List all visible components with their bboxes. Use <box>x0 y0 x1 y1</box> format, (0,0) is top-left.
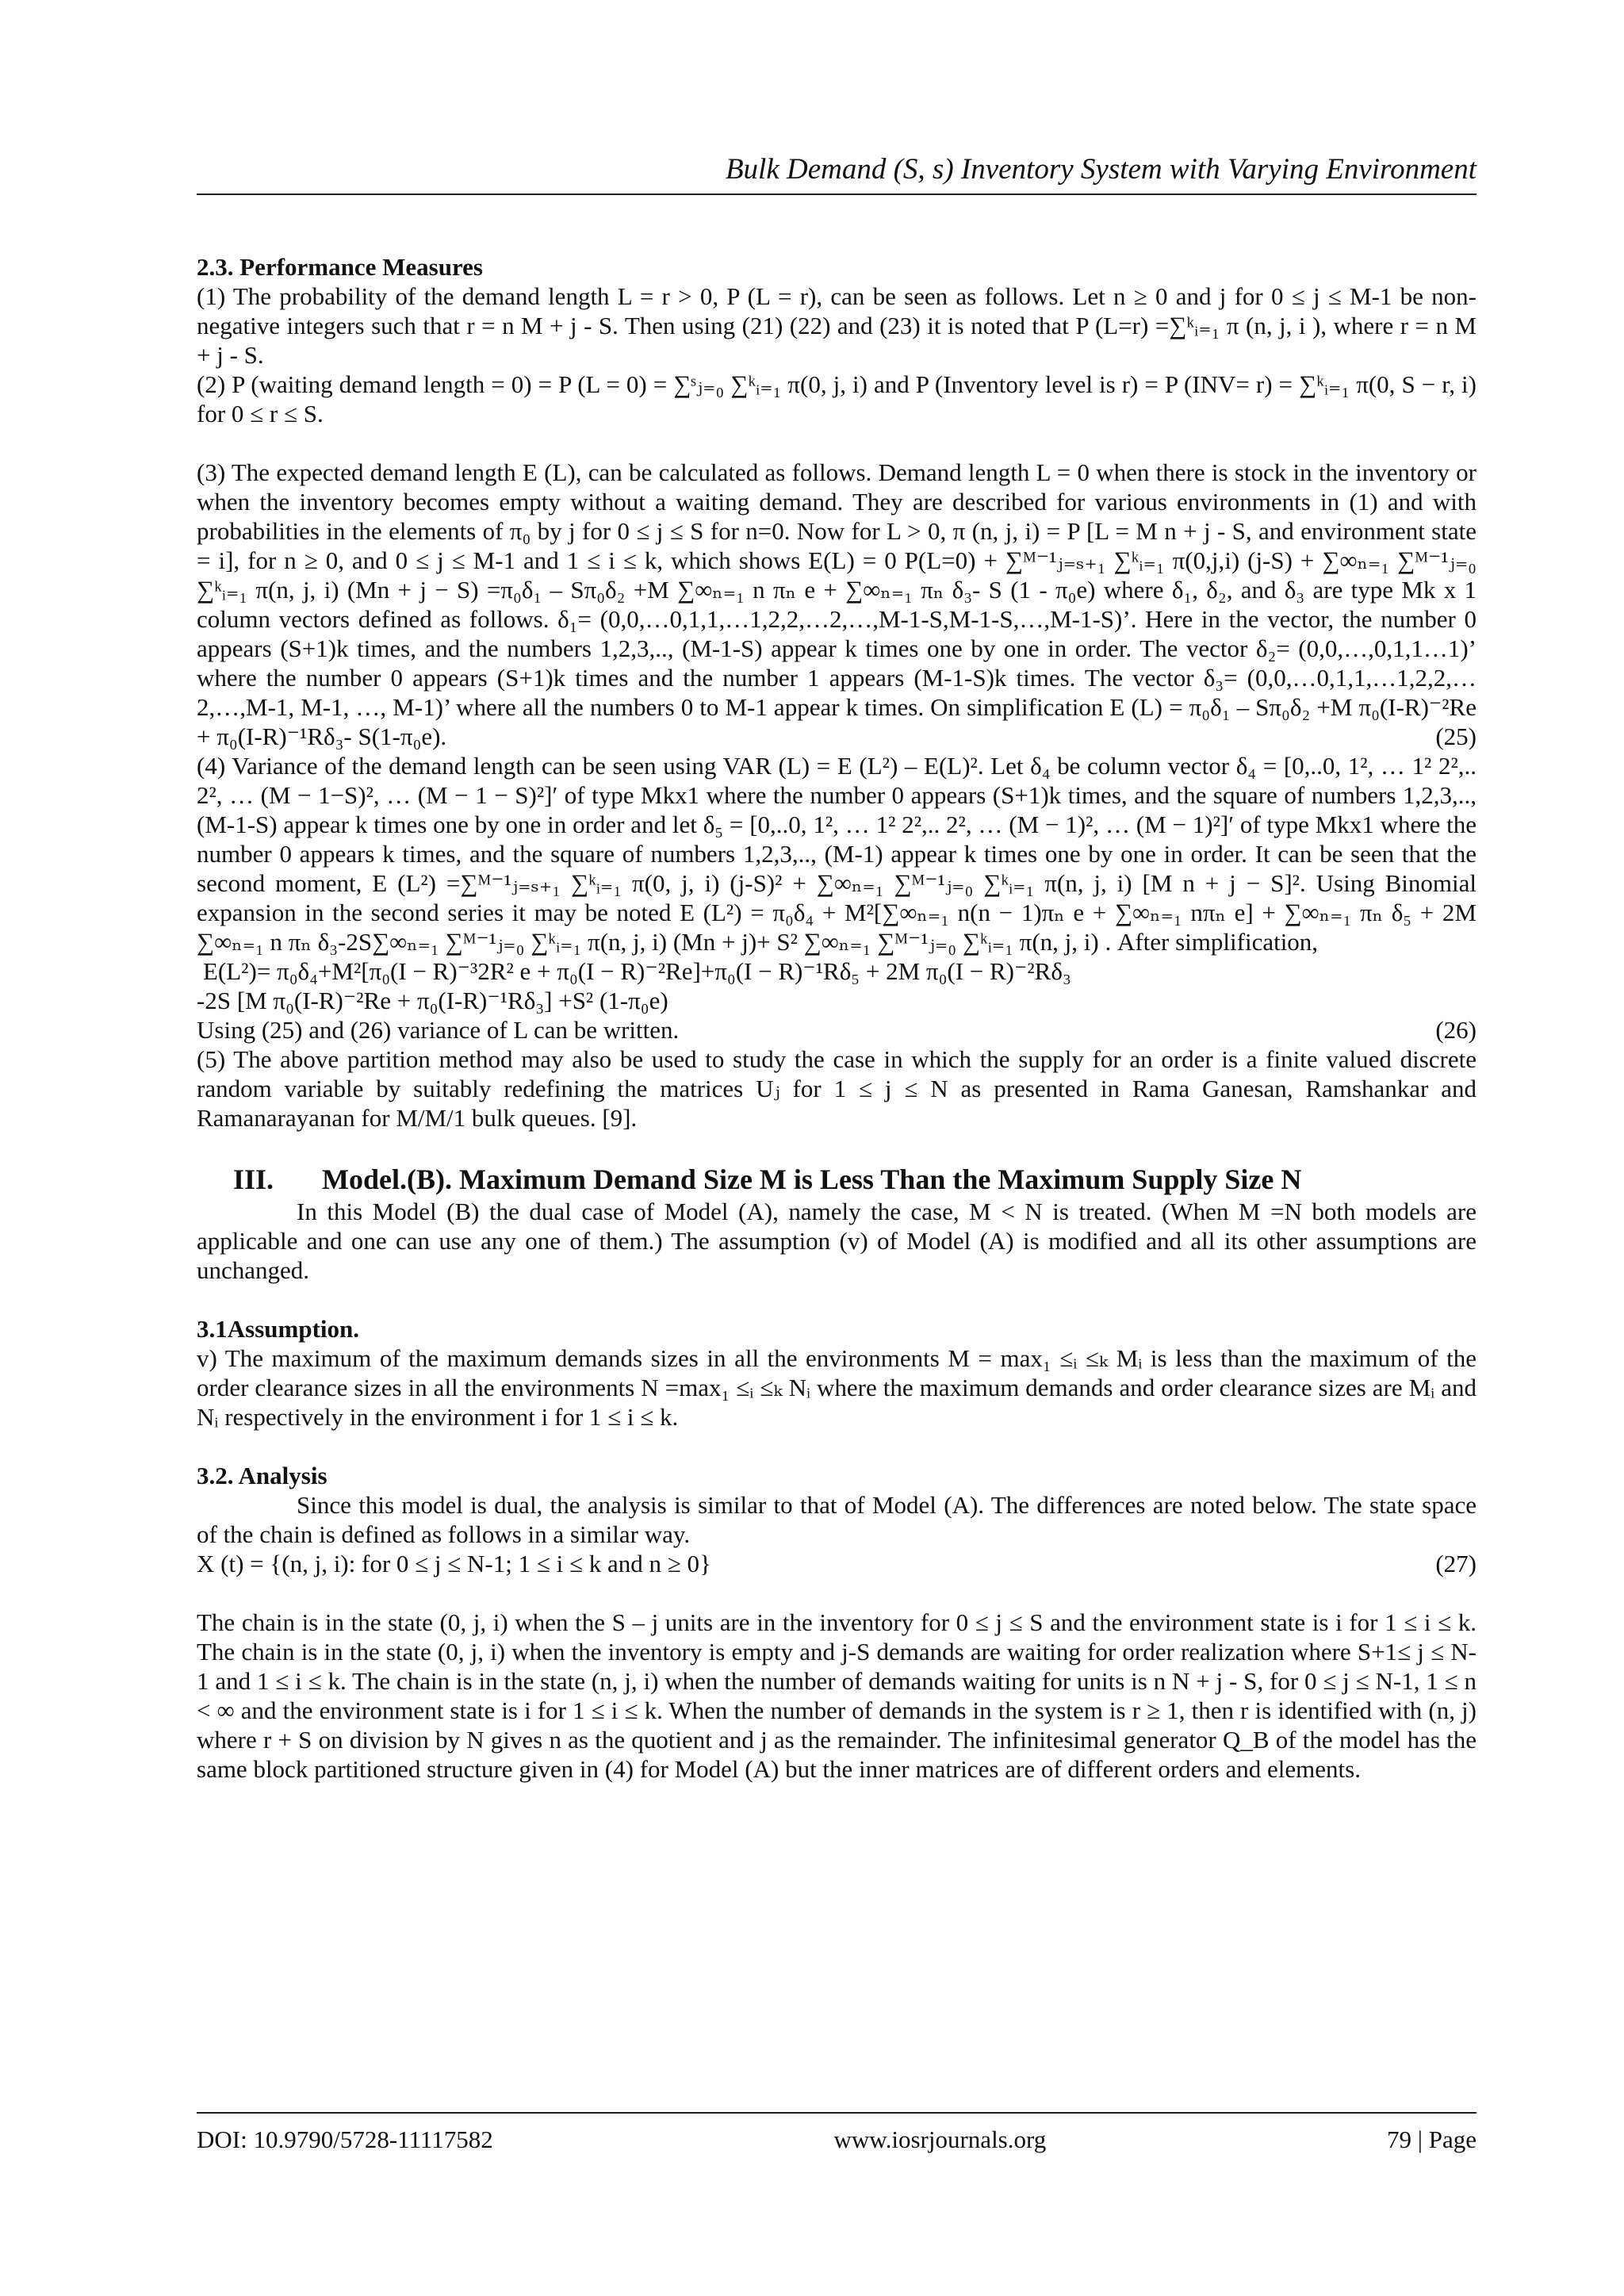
section-heading-3-2: 3.2. Analysis <box>197 1462 327 1489</box>
section-heading-3-1: 3.1Assumption. <box>197 1315 359 1343</box>
equation-26-line-2: -2S [M π₀(I-R)⁻²Re + π₀(I-R)⁻¹Rδ₃] +S² (1-π₀e) <box>197 987 668 1014</box>
page-body <box>197 252 1477 1784</box>
equation-26-line-1: E(L²)= π₀δ₄+M²[π₀(I − R)⁻³2R² e + π₀(I − R)⁻²Re]+π₀(I − R)⁻¹Rδ₅ + 2M π₀(I − R)⁻²Rδ₃ <box>203 957 1071 985</box>
paragraph-measure-3 <box>197 458 1477 751</box>
equation-27-row <box>197 1549 1477 1578</box>
footer-rule <box>197 2112 1477 2114</box>
spacer <box>197 428 1477 458</box>
equation-26-row <box>197 1015 1477 1045</box>
section-title-text: Model.(B). Maximum Demand Size M is Less Than the Maximum Supply Size N <box>322 1163 1302 1195</box>
paragraph-chain-states: The chain is in the state (0, j, i) when the S – j units are in the inventory for 0 ≤ j ≤ S and the environment state is i for 1 ≤ i ≤ k. The chain is in the state (0, j, i) when the inventory is empty and j-S demands are waiting for order realization where S+1≤ j ≤ N-1 and 1 ≤ i ≤ k. The chain is in the state (n, j, i) when the number of demands waiting for units is n N + j - S, for 0 ≤ j ≤ N-1, 1 ≤ n < ∞ and the environment state is i for 1 ≤ i ≤ k. When the number of demands in the system is r ≥ 1, then r is identified with (n, j) where r + S on division by N gives n as the quotient and j as the remainder. The infinitesimal generator Q_B of the model has the same block partitioned structure given in (4) for Model (A) but the inner matrices are of different orders and elements. <box>197 1608 1477 1783</box>
section-number: III. <box>233 1163 274 1195</box>
equation-26-caption: Using (25) and (26) variance of L can be written. <box>197 1016 680 1044</box>
paragraph-analysis: Since this model is dual, the analysis is similar to that of Model (A). The differences are noted below. The state space of the chain is defined as follows in a similar way. <box>197 1491 1477 1548</box>
spacer <box>197 1432 1477 1461</box>
equation-number-27: (27) <box>1435 1550 1477 1577</box>
equation-number-25: (25) <box>1435 723 1477 750</box>
footer-page-number: 79 | Page <box>1387 2125 1477 2153</box>
page-footer <box>197 2125 1477 2154</box>
paragraph-measure-5: (5) The above partition method may also be used to study the case in which the supply for an order is a finite valued discrete random variable by suitably redefining the matrices Uⱼ for 1 ≤ j ≤ N as presented in Rama Ganesan, Ramshankar and Ramanarayanan for M/M/1 bulk queues. [9]. <box>197 1045 1477 1132</box>
paragraph-measure-4: (4) Variance of the demand length can be seen using VAR (L) = E (L²) – E(L)². Let δ₄ be column vector δ₄ = [0,..0, 1², … 1² 2²,.. 2², … (M − 1−S)², … (M − 1 − S)²]′ of type Mkx1 where the number 0 appears (S+1)k times, and the square of numbers 1,2,3,.., (M-1-S) appear k times one by one in order and let δ₅ = [0,..0, 1², … 1² 2²,.. 2², … (M − 1)², … (M − 1)²]′ of type Mkx1 where the number 0 appears k times, and the square of numbers 1,2,3,.., (M-1) appear k times one by one in order. It can be seen that the second moment, E (L²) =∑ᴹ⁻¹ⱼ₌ₛ₊₁ ∑ᵏᵢ₌₁ π(0, j, i) (j-S)² + ∑∞ₙ₌₁ ∑ᴹ⁻¹ⱼ₌₀ ∑ᵏᵢ₌₁ π(n, j, i) [M n + j − S]². Using Binomial expansion in the second series it may be noted E (L²) = π₀δ₄ + M²[∑∞ₙ₌₁ n(n − 1)πₙ e + ∑∞ₙ₌₁ nπₙ e] + ∑∞ₙ₌₁ πₙ δ₅ + 2M ∑∞ₙ₌₁ n πₙ δ₃-2S∑∞ₙ₌₁ ∑ᴹ⁻¹ⱼ₌₀ ∑ᵏᵢ₌₁ π(n, j, i) (Mn + j)+ S² ∑∞ₙ₌₁ ∑ᴹ⁻¹ⱼ₌₀ ∑ᵏᵢ₌₁ π(n, j, i) . After simplification, <box>197 752 1477 956</box>
section-title-3 <box>197 1162 1477 1197</box>
footer-website: www.iosrjournals.org <box>833 2125 1047 2153</box>
paragraph-measure-2: (2) P (waiting demand length = 0) = P (L = 0) = ∑ˢⱼ₌₀ ∑ᵏᵢ₌₁ π(0, j, i) and P (Inventory level is r) = P (INV= r) = ∑ᵏᵢ₌₁ π(0, S − r, i) for 0 ≤ r ≤ S. <box>197 370 1477 427</box>
paragraph-measure-1: (1) The probability of the demand length L = r > 0, P (L = r), can be seen as follows. Let n ≥ 0 and j for 0 ≤ j ≤ M-1 be non-negative integers such that r = n M + j - S. Then using (21) (22) and (23) it is noted that P (L=r) =∑ᵏᵢ₌₁ π (n, j, i ), where r = n M + j - S. <box>197 282 1477 369</box>
section-heading-2-3: 2.3. Performance Measures <box>197 253 483 281</box>
paragraph-assumption: v) The maximum of the maximum demands sizes in all the environments M = max₁ ≤ᵢ ≤ₖ Mᵢ is less than the maximum of the order clearance sizes in all the environments N =max₁ ≤ᵢ ≤ₖ Nᵢ where the maximum demands and order clearance sizes are Mᵢ and Nᵢ respectively in the environment i for 1 ≤ i ≤ k. <box>197 1344 1477 1431</box>
equation-27-text: X (t) = {(n, j, i): for 0 ≤ j ≤ N-1; 1 ≤ i ≤ k and n ≥ 0} <box>197 1550 711 1577</box>
spacer <box>197 1133 1477 1162</box>
spacer <box>197 1578 1477 1608</box>
measure-3-text: (3) The expected demand length E (L), can be calculated as follows. Demand length L = 0 when there is stock in the inventory or when the inventory becomes empty without a waiting demand. They are described for various environments in (1) and with probabilities in the elements of π₀ by j for 0 ≤ j ≤ S for n=0. Now for L > 0, π (n, j, i) = P [L = M n + j - S, and environment state = i], for n ≥ 0, and 0 ≤ j ≤ M-1 and 1 ≤ i ≤ k, which shows E(L) = 0 P(L=0) + ∑ᴹ⁻¹ⱼ₌ₛ₊₁ ∑ᵏᵢ₌₁ π(0,j,i) (j-S) + ∑∞ₙ₌₁ ∑ᴹ⁻¹ⱼ₌₀ ∑ᵏᵢ₌₁ π(n, j, i) (Mn + j − S) =π₀δ₁ – Sπ₀δ₂ +M ∑∞ₙ₌₁ n πₙ e + ∑∞ₙ₌₁ πₙ δ₃- S (1 - π₀e) where δ₁, δ₂, and δ₃ are type Mk x 1 column vectors defined as follows. δ₁= (0,0,…0,1,1,…1,2,2,…2,…,M-1-S,M-1-S,…,M-1-S)’. Here in the vector, the number 0 appears (S+1)k times, and the numbers 1,2,3,.., (M-1-S) appear k times one by one in order. The vector δ₂= (0,0,…,0,1,1…1)’ where the number 0 appears (S+1)k times and the number 1 appears (M-1-S)k times. The vector δ₃= (0,0,…0,1,1,…1,2,2,…2,…,M-1, M-1, …, M-1)’ where all the numbers 0 to M-1 appear k times. On simplification E (L) = π₀δ₁ – Sπ₀δ₂ +M π₀(I-R)⁻²Re + π₀(I-R)⁻¹Rδ₃- S(1-π₀e). <box>197 458 1477 750</box>
running-title: Bulk Demand (S, s) Inventory System with Varying Environment <box>725 153 1477 186</box>
header-rule <box>197 194 1477 195</box>
paragraph-model-b-intro: In this Model (B) the dual case of Model (A), namely the case, M < N is treated. (When M =N both models are applicable and one can use any one of them.) The assumption (v) of Model (A) is modified and all its other assumptions are unchanged. <box>197 1198 1477 1284</box>
spacer <box>197 1285 1477 1314</box>
footer-doi: DOI: 10.9790/5728-11117582 <box>197 2125 493 2153</box>
equation-number-26: (26) <box>1435 1016 1477 1044</box>
